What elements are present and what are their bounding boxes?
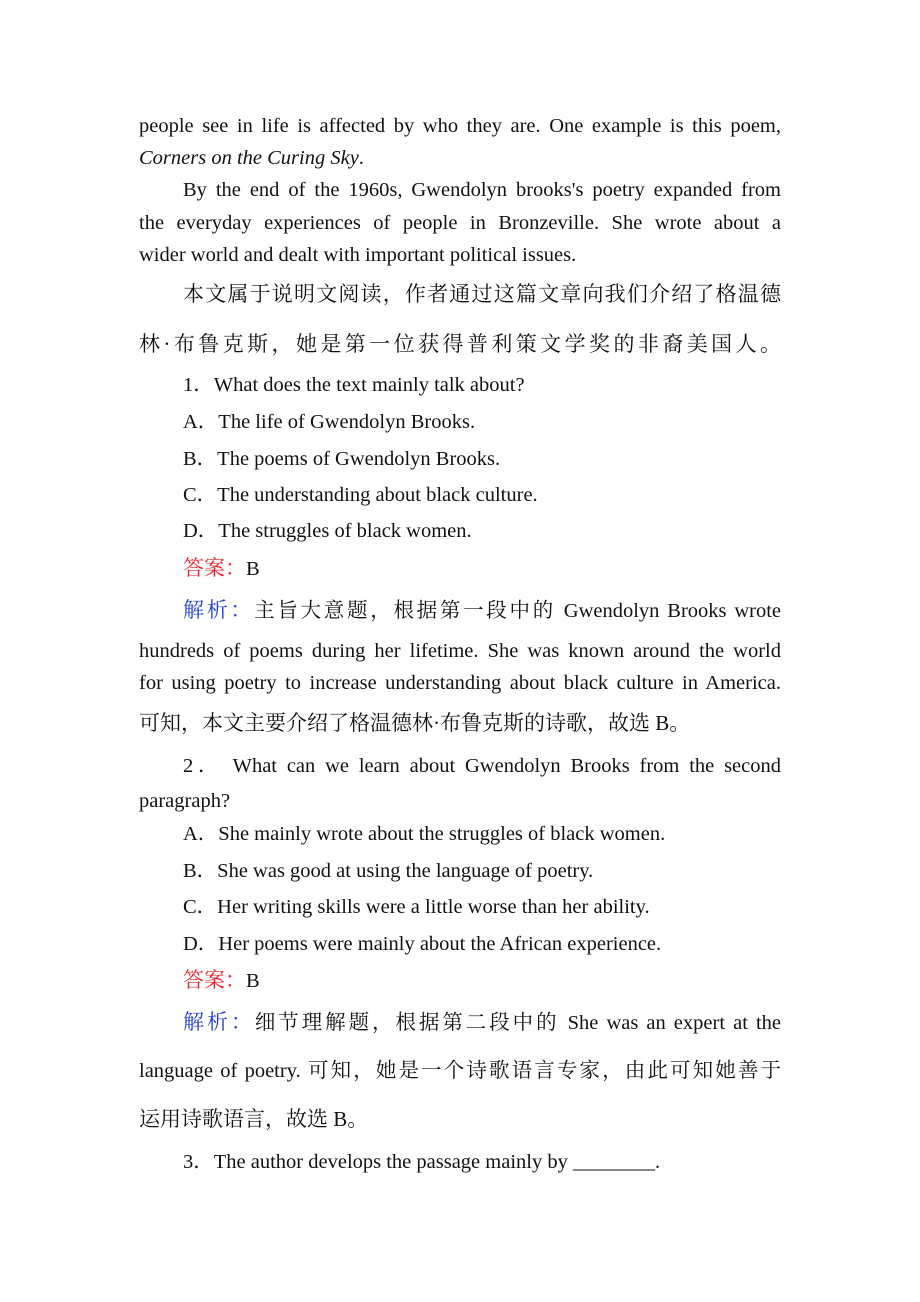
q1-option-b: B．The poems of Gwendolyn Brooks. [183,448,501,470]
analysis-text: 细节理解题，根据第二段中的 She was an expert at the [254,1012,781,1034]
q1-answer [183,555,781,582]
q1-option-a: A．The life of Gwendolyn Brooks. [183,411,476,433]
analysis-line: for using poetry to increase understanding about black culture in America. [139,672,781,694]
question-2-stem: 2． What can we learn about Gwendolyn Brooks from the second [183,755,781,777]
answer-value: B [246,970,260,992]
question-3-stem: 3．The author develops the passage mainly by ________. [183,1151,661,1173]
analysis-line: hundreds of poems during her lifetime. She was known around the world [139,640,781,662]
q2-answer [183,967,781,994]
q2-option-a: A．She mainly wrote about the struggles of black women. [183,823,666,845]
summary-line: 本文属于说明文阅读，作者通过这篇文章向我们介绍了格温德 [183,282,781,306]
passage-line: people see in life is affected by who they are. One example is this poem, [139,115,781,137]
q2-option-b: B．She was good at using the language of poetry. [183,860,594,882]
question-2-stem-cont: paragraph? [139,790,231,812]
q2-analysis [183,1009,781,1036]
q1-option-c: C．The understanding about black culture. [183,484,538,506]
analysis-label: 解析： [183,598,255,622]
passage-line [139,145,781,171]
answer-label: 答案： [183,968,246,992]
q1-option-d: D．The struggles of black women. [183,520,472,542]
analysis-line: language of poetry. 可知，她是一个诗歌语言专家，由此可知她善于 [139,1060,781,1082]
passage-line: the everyday experiences of people in Bronzeville. She wrote about a [139,212,781,234]
passage-line: By the end of the 1960s, Gwendolyn brooks's poetry expanded from [183,179,781,201]
summary-line: 林·布鲁克斯，她是第一位获得普利策文学奖的非裔美国人。 [139,332,781,356]
q1-analysis [183,597,781,624]
q2-option-c: C．Her writing skills were a little worse than her ability. [183,896,650,918]
poem-title: Corners on the Curing Sky [139,147,359,169]
question-1-stem: 1．What does the text mainly talk about? [183,374,525,396]
passage-line: wider world and dealt with important political issues. [139,244,577,266]
analysis-line: 可知，本文主要介绍了格温德林·布鲁克斯的诗歌，故选 B。 [139,711,691,735]
q2-option-d: D．Her poems were mainly about the African experience. [183,933,662,955]
answer-label: 答案： [183,556,246,580]
answer-value: B [246,558,260,580]
analysis-line: 运用诗歌语言，故选 B。 [139,1107,369,1131]
poem-period: . [358,147,364,169]
analysis-label: 解析： [183,1010,255,1034]
analysis-text: 主旨大意题，根据第一段中的 Gwendolyn Brooks wrote [254,600,782,622]
